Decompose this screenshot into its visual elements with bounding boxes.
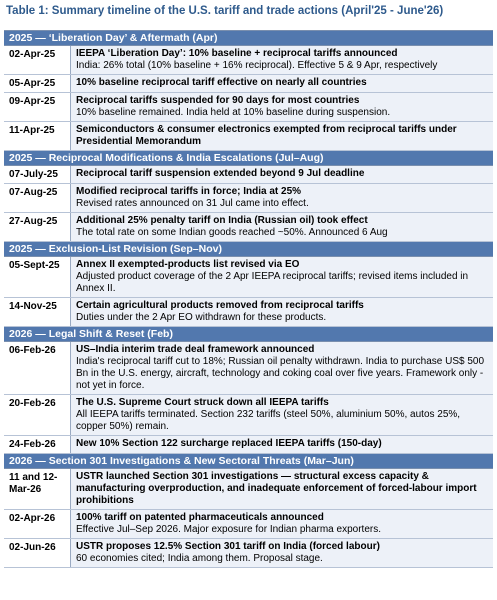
section-header: 2025 — ‘Liberation Day’ & Aftermath (Apr) <box>4 31 493 46</box>
row-content <box>70 213 493 241</box>
table-row <box>4 213 493 242</box>
row-content <box>70 184 493 212</box>
row-description: Adjusted product coverage of the 2 Apr IEEPA reciprocal tariffs; revised items included in Annex II. <box>76 271 469 294</box>
row-date: 02-Apr-25 <box>9 49 56 60</box>
table-row <box>4 342 493 395</box>
row-date: 06-Feb-26 <box>9 345 56 356</box>
row-content <box>70 539 493 567</box>
row-date: 07-July-25 <box>9 169 58 180</box>
row-content <box>70 395 493 435</box>
row-heading: New 10% Section 122 surcharge replaced IEEPA tariffs (150-day) <box>76 438 382 449</box>
table-row <box>4 93 493 122</box>
row-date: 11 and 12-Mar-26 <box>9 472 58 495</box>
row-heading: Semiconductors & consumer electronics exempted from reciprocal tariffs under Presidential Memorandum <box>76 124 457 147</box>
row-content <box>70 166 493 183</box>
table-row <box>4 469 493 510</box>
row-heading: USTR launched Section 301 investigations — structural excess capacity & manufacturing overproduction, and inadequate enforcement of forced-labour import prohibitions <box>76 471 477 506</box>
table-row <box>4 184 493 213</box>
row-heading: Annex II exempted-products list revised via EO <box>76 259 300 270</box>
row-date: 27-Aug-25 <box>9 216 58 227</box>
row-date: 05-Apr-25 <box>9 78 56 89</box>
row-date: 05-Sept-25 <box>9 260 60 271</box>
table-row <box>4 395 493 436</box>
row-heading: 100% tariff on patented pharmaceuticals announced <box>76 512 324 523</box>
row-heading: US–India interim trade deal framework announced <box>76 344 315 355</box>
row-date: 11-Apr-25 <box>9 125 55 136</box>
row-heading: Additional 25% penalty tariff on India (Russian oil) took effect <box>76 215 368 226</box>
table-row <box>4 257 493 298</box>
timeline-table <box>4 30 493 568</box>
table-title: Table 1: Summary timeline of the U.S. tariff and trade actions (April'25 - June'26) <box>6 5 444 17</box>
row-heading: IEEPA ‘Liberation Day’: 10% baseline + reciprocal tariffs announced <box>76 48 398 59</box>
table-row <box>4 436 493 454</box>
row-description: Effective Jul–Sep 2026. Major exposure for Indian pharma exporters. <box>76 524 381 535</box>
row-description: 10% baseline remained. India held at 10% baseline during suspension. <box>76 107 391 118</box>
row-description: Duties under the 2 Apr EO withdrawn for these products. <box>76 312 327 323</box>
row-description: India: 26% total (10% baseline + 16% reciprocal). Effective 5 & 9 Apr, respectively <box>76 60 438 71</box>
row-date: 07-Aug-25 <box>9 187 58 198</box>
row-content <box>70 122 493 150</box>
section-header: 2026 — Section 301 Investigations & New Sectoral Threats (Mar–Jun) <box>4 454 493 469</box>
table-row <box>4 166 493 184</box>
row-heading: 10% baseline reciprocal tariff effective on nearly all countries <box>76 77 367 88</box>
row-date: 24-Feb-26 <box>9 439 56 450</box>
section-header: 2026 — Legal Shift & Reset (Feb) <box>4 327 493 342</box>
section-header: 2025 — Reciprocal Modifications & India Escalations (Jul–Aug) <box>4 151 493 166</box>
row-description: 60 economies cited; India among them. Proposal stage. <box>76 553 323 564</box>
row-content <box>70 342 493 394</box>
row-date: 02-Jun-26 <box>9 542 56 553</box>
row-date: 14-Nov-25 <box>9 301 57 312</box>
row-content <box>70 469 493 509</box>
row-content <box>70 257 493 297</box>
row-heading: Certain agricultural products removed from reciprocal tariffs <box>76 300 364 311</box>
table-row <box>4 539 493 568</box>
row-content <box>70 93 493 121</box>
table-row <box>4 75 493 93</box>
table-row <box>4 298 493 327</box>
section-header: 2025 — Exclusion-List Revision (Sep–Nov) <box>4 242 493 257</box>
row-description: The total rate on some Indian goods reached ~50%. Announced 6 Aug <box>76 227 388 238</box>
row-heading: The U.S. Supreme Court struck down all IEEPA tariffs <box>76 397 329 408</box>
table-row <box>4 122 493 151</box>
row-content <box>70 436 493 453</box>
row-date: 02-Apr-26 <box>9 513 56 524</box>
table-row <box>4 510 493 539</box>
row-content <box>70 510 493 538</box>
row-description: All IEEPA tariffs terminated. Section 232 tariffs (steel 50%, aluminium 50%, autos 25%, copper 50%) remain. <box>76 409 461 432</box>
row-description: Revised rates announced on 31 Jul came into effect. <box>76 198 309 209</box>
row-date: 20-Feb-26 <box>9 398 56 409</box>
row-content <box>70 298 493 326</box>
row-content <box>70 75 493 92</box>
row-date: 09-Apr-25 <box>9 96 56 107</box>
row-content <box>70 46 493 74</box>
row-heading: Reciprocal tariffs suspended for 90 days for most countries <box>76 95 360 106</box>
table-row <box>4 46 493 75</box>
row-heading: USTR proposes 12.5% Section 301 tariff on India (forced labour) <box>76 541 380 552</box>
row-description: India's reciprocal tariff cut to 18%; Russian oil penalty withdrawn. India to purchase US$ 500 Bn in the U.S. energy, aircraft, technology and coking coal over five years. Framework only - not yet in force. <box>76 356 485 391</box>
row-heading: Modified reciprocal tariffs in force; India at 25% <box>76 186 302 197</box>
row-heading: Reciprocal tariff suspension extended beyond 9 Jul deadline <box>76 168 365 179</box>
